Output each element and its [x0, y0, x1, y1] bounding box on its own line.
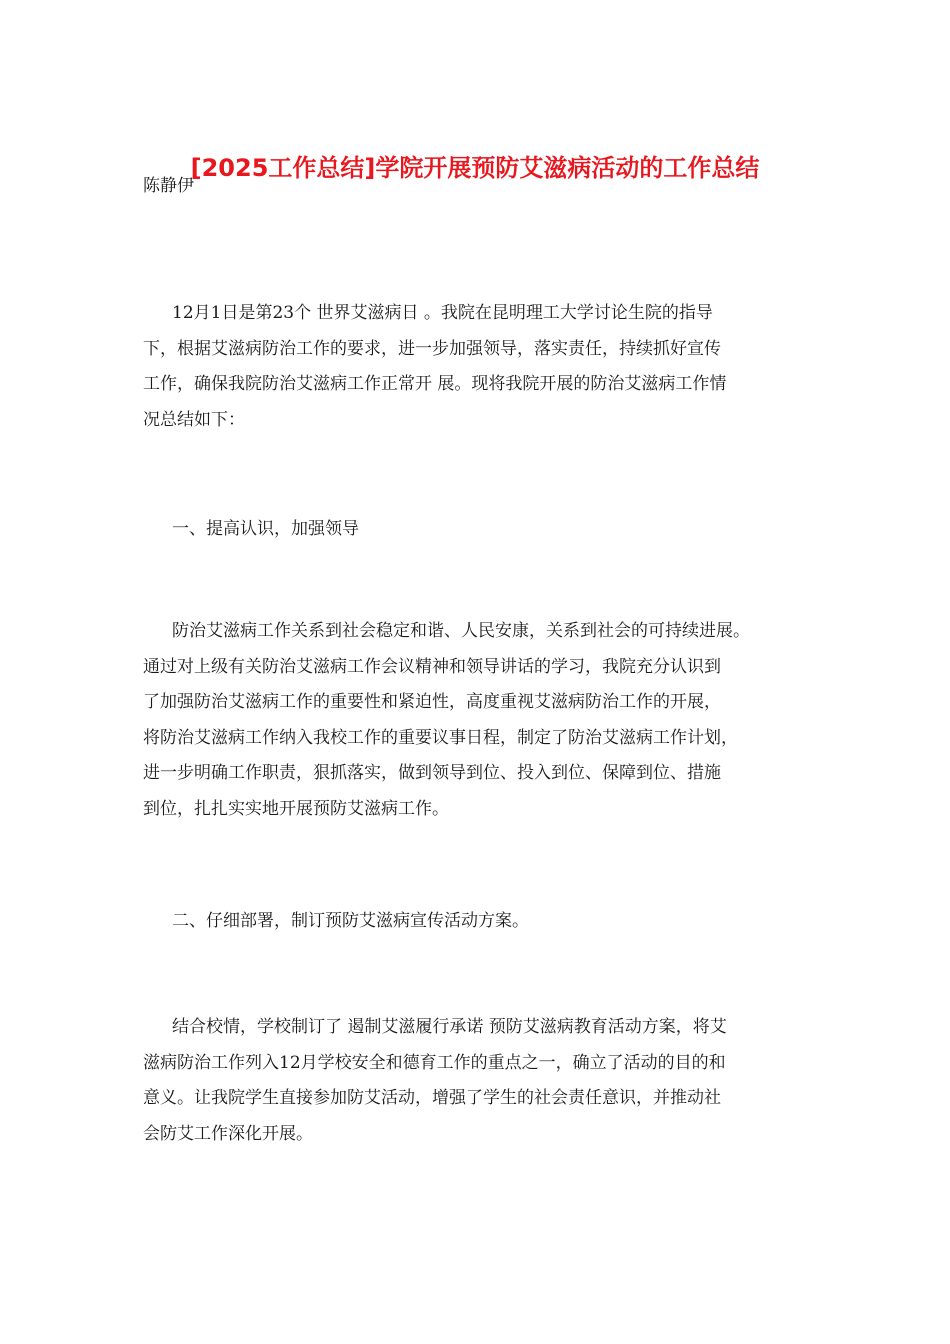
paragraph-line: 进一步明确工作职责，狠抓落实，做到领导到位、投入到位、保障到位、措施 [143, 763, 721, 784]
paragraph-line: 工作，确保我院防治艾滋病工作正常开 展。现将我院开展的防治艾滋病工作情 [143, 374, 727, 395]
paragraph-line: 防治艾滋病工作关系到社会稳定和谐、人民安康，关系到社会的可持续进展。 [172, 621, 750, 641]
document-author: 陈静伊 [143, 176, 194, 196]
paragraph-line: 会防艾工作深化开展。 [143, 1123, 313, 1144]
paragraph-line: 滋病防治工作列入12月学校安全和德育工作的重点之一，确立了活动的目的和 [143, 1052, 726, 1073]
paragraph-line: 况总结如下： [143, 409, 245, 430]
paragraph-line: 将防治艾滋病工作纳入我校工作的重要议事日程，制定了防治艾滋病工作计划， [143, 727, 738, 748]
intro-paragraph [143, 296, 823, 438]
paragraph-line: 下，根据艾滋病防治工作的要求，进一步加强领导，落实责任，持续抓好宣传 [143, 338, 721, 359]
paragraph-line: 意义。让我院学生直接参加防艾活动，增强了学生的社会责任意识，并推动社 [143, 1088, 721, 1109]
paragraph-line: 结合校情，学校制订了 遏制艾滋履行承诺 预防艾滋病教育活动方案，将艾 [172, 1017, 727, 1037]
paragraph-line: 到位，扎扎实实地开展预防艾滋病工作。 [143, 798, 449, 819]
document-title: [2025工作总结]学院开展预防艾滋病活动的工作总结 [190, 154, 760, 182]
paragraph-line: 通过对上级有关防治艾滋病工作会议精神和领导讲话的学习，我院充分认识到 [143, 656, 721, 677]
section2-paragraph [143, 1010, 823, 1152]
paragraph-line: 了加强防治艾滋病工作的重要性和紧迫性，高度重视艾滋病防治工作的开展， [143, 692, 721, 713]
section1-paragraph [143, 614, 823, 828]
section-heading-2: 二、仔细部署，制订预防艾滋病宣传活动方案。 [172, 911, 529, 931]
paragraph-line: 12月1日是第23个 世界艾滋病日 。我院在昆明理工大学讨论生院的指导 [172, 303, 713, 323]
section-heading-1: 一、提高认识，加强领导 [172, 519, 359, 539]
